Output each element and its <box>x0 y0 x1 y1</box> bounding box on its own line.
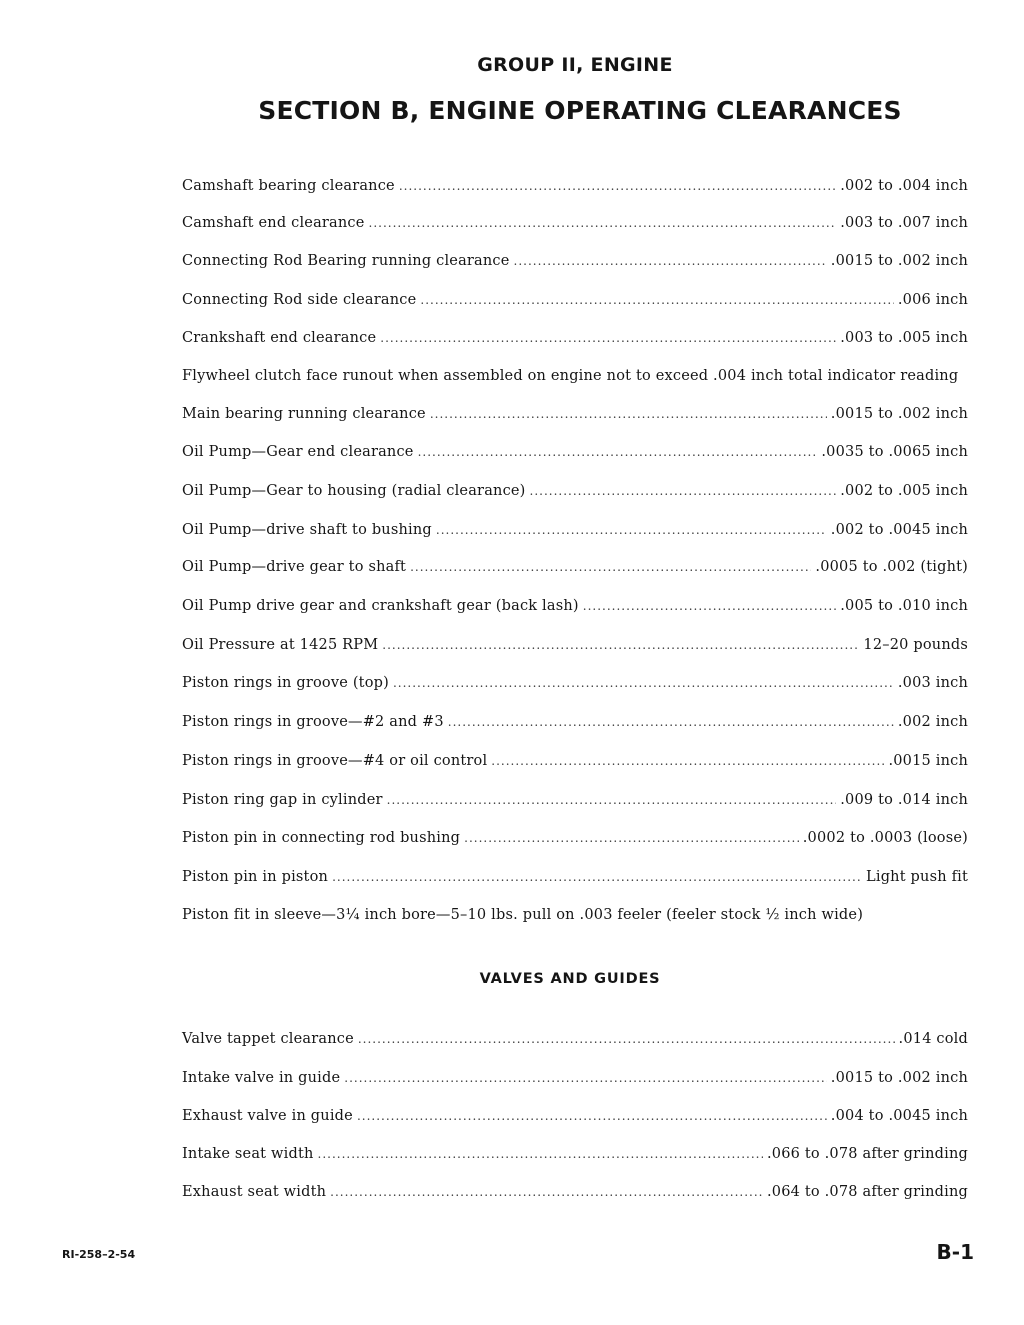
item-value: .0005 to .002 (tight) <box>815 559 968 575</box>
leader-dots <box>514 250 827 272</box>
item-value: .003 to .007 inch <box>840 215 968 231</box>
group-title: GROUP II, ENGINE <box>477 54 673 76</box>
list-item <box>182 365 968 387</box>
item-value: .003 to .005 inch <box>840 330 968 346</box>
item-label: Crankshaft end clearance <box>182 330 377 346</box>
list-item <box>182 175 968 197</box>
item-value: .006 inch <box>897 292 968 308</box>
leader-dots <box>369 212 837 234</box>
item-value: .066 to .078 after grinding <box>766 1146 968 1162</box>
leader-dots <box>448 711 894 733</box>
item-value: .0015 inch <box>888 753 968 769</box>
list-item <box>182 212 968 234</box>
list-item <box>182 866 968 888</box>
item-value: .0035 to .0065 inch <box>821 444 968 460</box>
item-label: Intake valve in guide <box>182 1070 341 1086</box>
item-label: Oil Pump—Gear end clearance <box>182 444 414 460</box>
list-item <box>182 519 968 541</box>
item-label: Piston rings in groove—#4 or oil control <box>182 753 488 769</box>
leader-dots <box>491 750 884 772</box>
leader-dots <box>344 1067 827 1089</box>
item-value: .002 to .0045 inch <box>830 522 968 538</box>
item-label: Piston rings in groove (top) <box>182 675 389 691</box>
item-value: 12–20 pounds <box>863 637 968 653</box>
leader-dots <box>332 866 862 888</box>
leader-dots <box>358 1028 895 1050</box>
item-label: Oil Pump drive gear and crankshaft gear (back lash) <box>182 598 579 614</box>
leader-dots <box>583 595 836 617</box>
leader-dots <box>393 672 894 694</box>
list-item <box>182 1067 968 1089</box>
list-item <box>182 556 968 578</box>
item-value: .003 inch <box>897 675 968 691</box>
item-label: Piston pin in piston <box>182 869 329 885</box>
leader-dots <box>387 789 837 811</box>
item-label: Piston ring gap in cylinder <box>182 792 383 808</box>
item-label: Valve tappet clearance <box>182 1031 354 1047</box>
item-value: .002 to .004 inch <box>840 178 968 194</box>
list-item <box>182 480 968 502</box>
item-label: Oil Pump—drive gear to shaft <box>182 559 407 575</box>
leader-dots <box>380 327 836 349</box>
list-item <box>182 289 968 311</box>
item-label: Camshaft end clearance <box>182 215 365 231</box>
item-label: Exhaust valve in guide <box>182 1108 353 1124</box>
item-value: .0015 to .002 inch <box>830 406 968 422</box>
item-value: .014 cold <box>898 1031 968 1047</box>
item-value: .0015 to .002 inch <box>830 253 968 269</box>
item-label: Oil Pressure at 1425 RPM <box>182 637 379 653</box>
item-label: Exhaust seat width <box>182 1184 327 1200</box>
item-label: Connecting Rod side clearance <box>182 292 417 308</box>
item-label: Camshaft bearing clearance <box>182 178 395 194</box>
item-value: .002 to .005 inch <box>840 483 968 499</box>
list-item <box>182 403 968 425</box>
item-value: .0002 to .0003 (loose) <box>802 830 968 846</box>
list-item <box>182 250 968 272</box>
leader-dots <box>436 519 827 541</box>
item-label: Piston fit in sleeve—3¼ inch bore—5–10 lbs. pull on .003 feeler (feeler stock ½ inch wide) <box>182 907 864 923</box>
item-label: Intake seat width <box>182 1146 314 1162</box>
list-item <box>182 595 968 617</box>
document-code: RI-258–2-54 <box>62 1248 136 1261</box>
leader-dots <box>420 289 893 311</box>
item-label: Piston rings in groove—#2 and #3 <box>182 714 444 730</box>
list-item <box>182 1143 968 1165</box>
leader-dots <box>318 1143 763 1165</box>
page-number: B-1 <box>936 1240 974 1264</box>
item-value: .064 to .078 after grinding <box>766 1184 968 1200</box>
item-value: .004 to .0045 inch <box>830 1108 968 1124</box>
item-label: Oil Pump—drive shaft to bushing <box>182 522 432 538</box>
list-item <box>182 1028 968 1050</box>
leader-dots <box>410 556 811 578</box>
item-value: .009 to .014 inch <box>840 792 968 808</box>
list-item <box>182 672 968 694</box>
list-item <box>182 904 968 926</box>
item-label: Flywheel clutch face runout when assembled on engine not to exceed .004 inch total indicator reading <box>182 368 959 384</box>
list-item <box>182 789 968 811</box>
leader-dots <box>418 441 818 463</box>
leader-dots <box>399 175 836 197</box>
item-value: .005 to .010 inch <box>840 598 968 614</box>
item-value: Light push fit <box>866 869 968 885</box>
valves-heading: VALVES AND GUIDES <box>479 971 661 987</box>
item-label: Oil Pump—Gear to housing (radial clearance) <box>182 483 526 499</box>
leader-dots <box>330 1181 763 1203</box>
list-item <box>182 711 968 733</box>
list-item <box>182 827 968 849</box>
list-item <box>182 441 968 463</box>
list-item <box>182 634 968 656</box>
item-value: .0015 to .002 inch <box>830 1070 968 1086</box>
list-item <box>182 1181 968 1203</box>
list-item <box>182 327 968 349</box>
leader-dots <box>357 1105 827 1127</box>
item-value: .002 inch <box>897 714 968 730</box>
leader-dots <box>530 480 837 502</box>
item-label: Piston pin in connecting rod bushing <box>182 830 461 846</box>
leader-dots <box>382 634 859 656</box>
leader-dots <box>430 403 827 425</box>
item-label: Main bearing running clearance <box>182 406 426 422</box>
list-item <box>182 750 968 772</box>
section-title: SECTION B, ENGINE OPERATING CLEARANCES <box>258 96 902 125</box>
leader-dots <box>464 827 799 849</box>
list-item <box>182 1105 968 1127</box>
item-label: Connecting Rod Bearing running clearance <box>182 253 510 269</box>
